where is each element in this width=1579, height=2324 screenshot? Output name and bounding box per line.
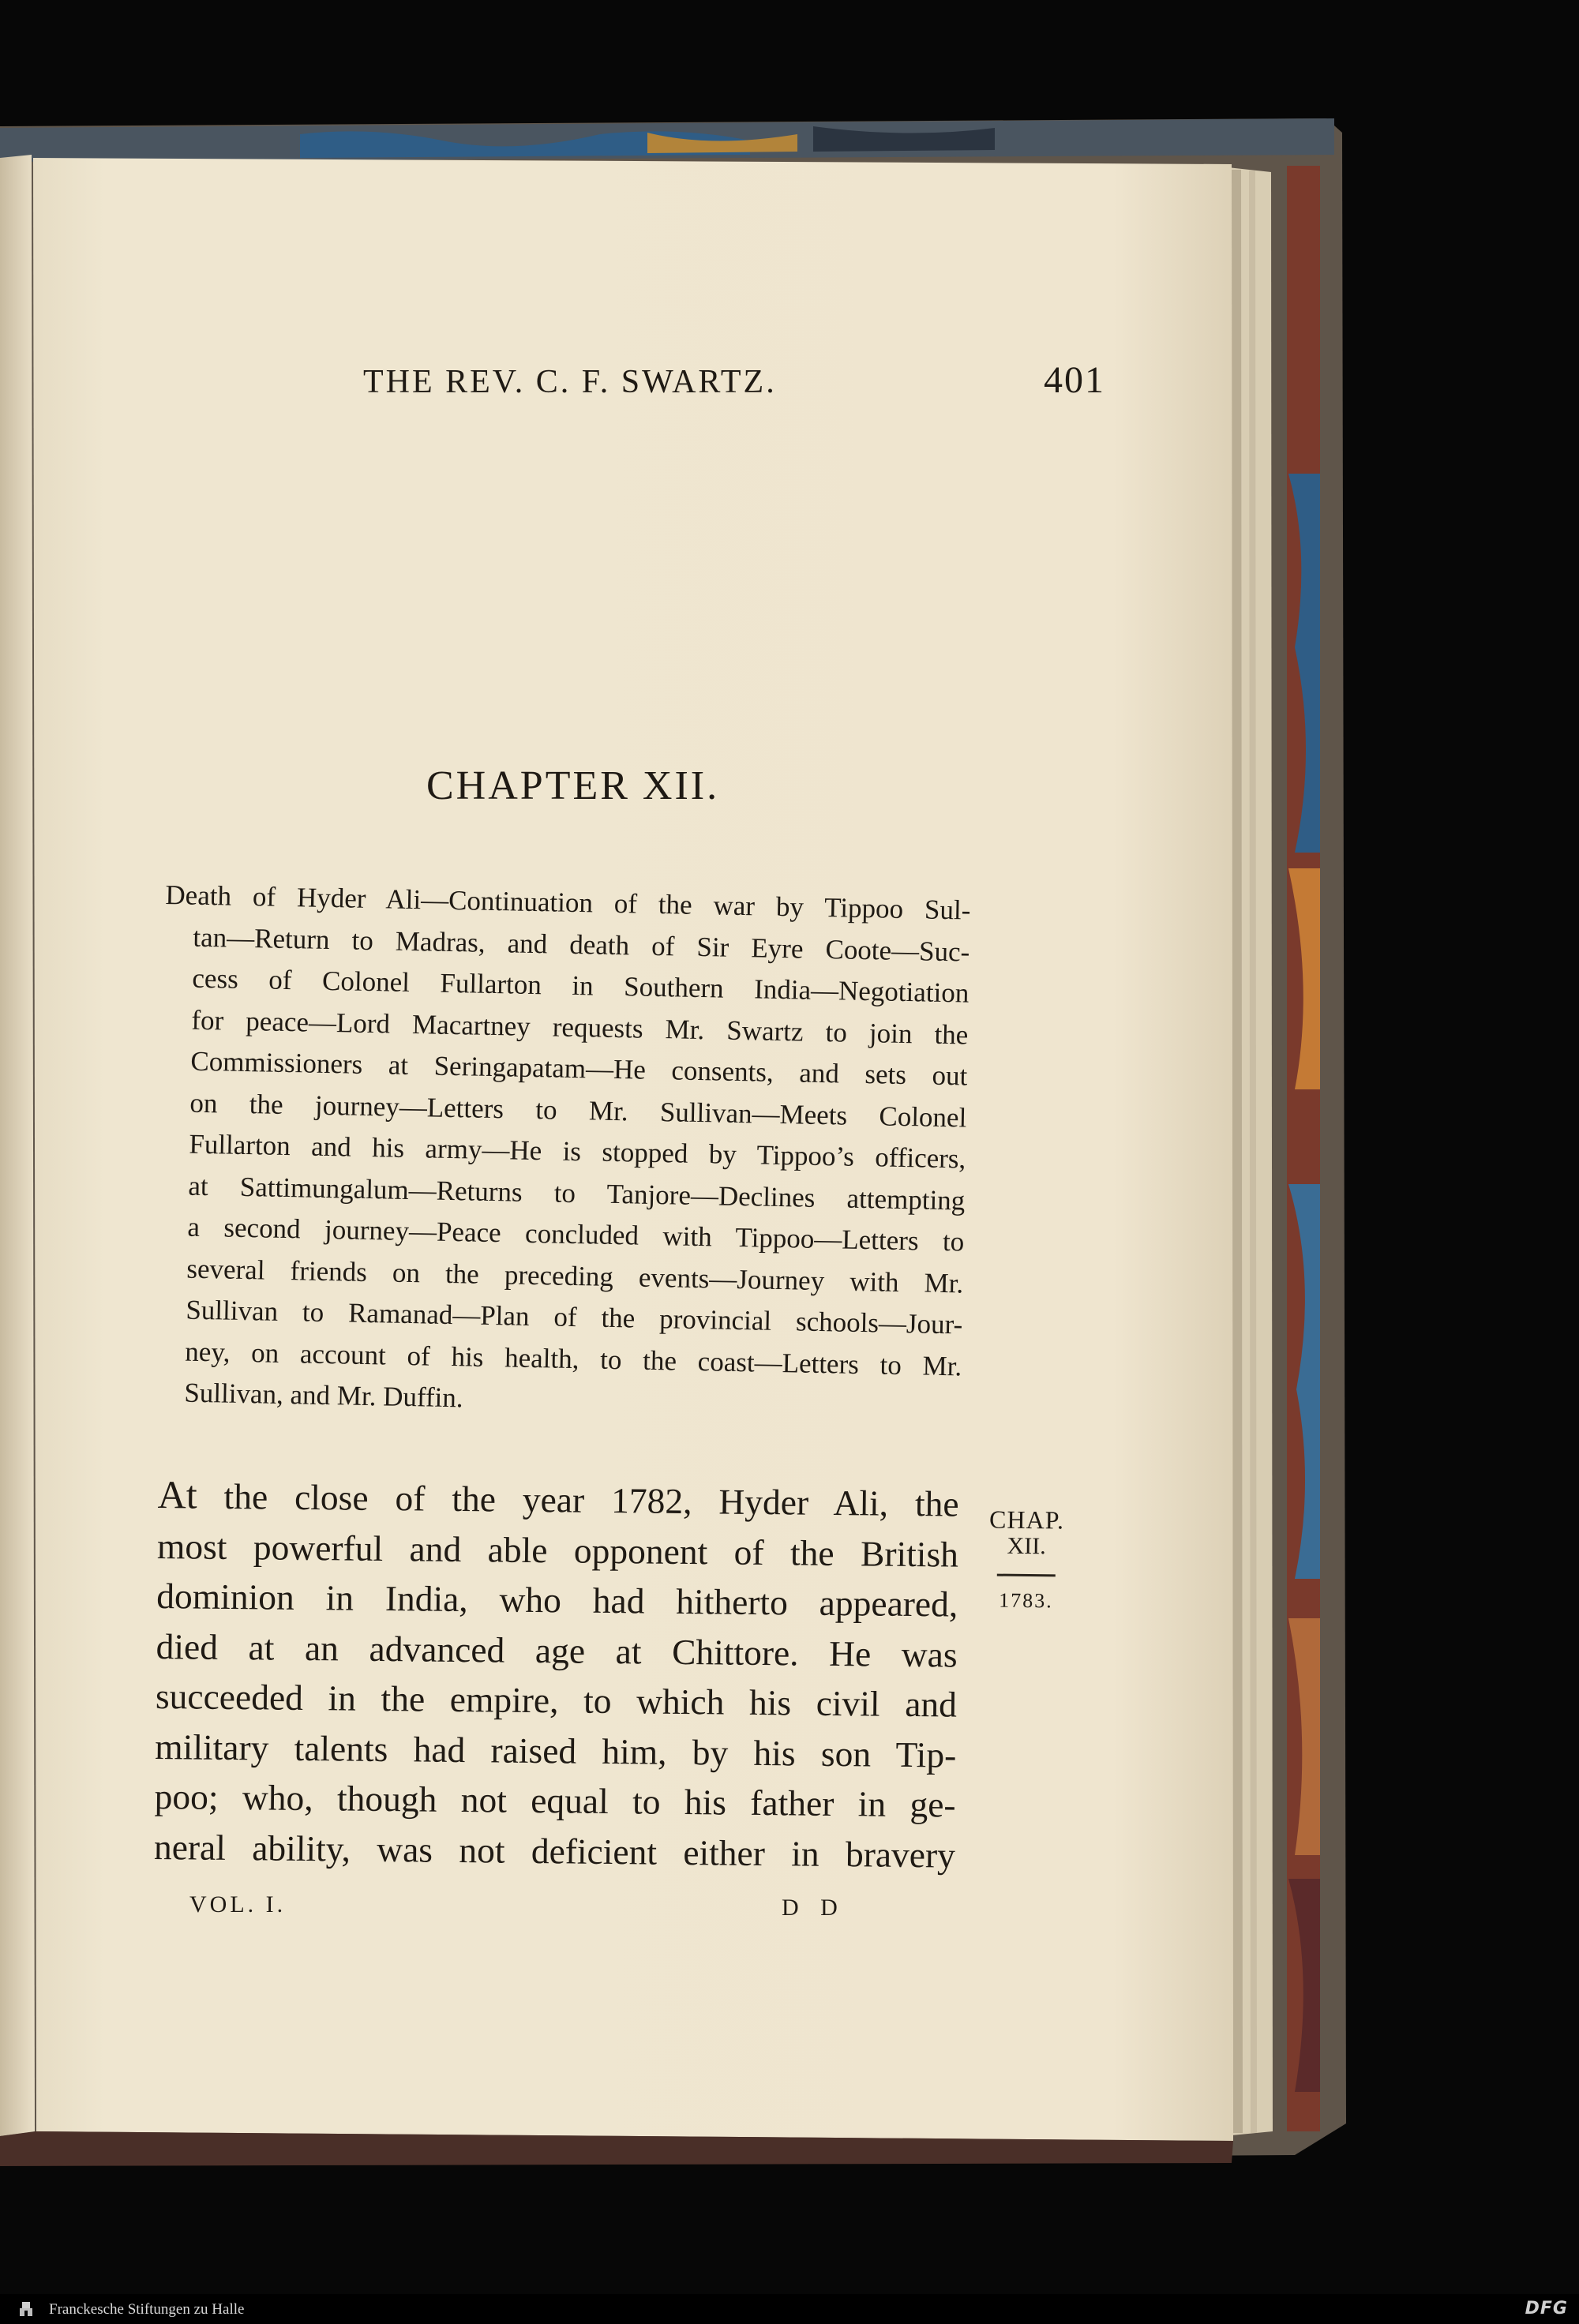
- chapter-synopsis: [156, 875, 971, 1429]
- chapter-heading: CHAPTER XII.: [426, 763, 720, 808]
- synopsis-line: cess of Colonel Fullarton in Southern India—Negotiation: [192, 962, 970, 1009]
- synopsis-line: for peace—Lord Macartney requests Mr. Swartz to join the: [191, 1004, 969, 1051]
- synopsis-line: tan—Return to Madras, and death of Sir Eyre Coote—Suc-: [193, 921, 970, 968]
- synopsis-line: Commissioners at Seringapatam—He consents, and sets out: [190, 1045, 968, 1092]
- synopsis-line: Sullivan to Ramanad—Plan of the provincial schools—Jour-: [186, 1294, 963, 1340]
- synopsis-line: ney, on account of his health, to the coast—Letters to Mr.: [185, 1336, 962, 1381]
- credit-bar: [0, 2294, 1579, 2324]
- synopsis-line: Fullarton and his army—He is stopped by Tippoo’s officers,: [189, 1128, 966, 1175]
- synopsis-line: at Sattimungalum—Returns to Tanjore—Declines attempting: [188, 1170, 966, 1216]
- page-number: 401: [1044, 359, 1105, 401]
- body-line: poo; who, though not equal to his father in ge-: [154, 1775, 956, 1825]
- body-line: military talents had raised him, by his son Tip-: [155, 1726, 957, 1775]
- body-line: died at an advanced age at Chittore. He was: [156, 1625, 958, 1675]
- left-page-edge: [0, 155, 35, 2136]
- synopsis-line: Sullivan, and Mr. Duffin.: [184, 1377, 463, 1414]
- signature-mark: D D: [782, 1895, 846, 1921]
- running-title: THE REV. C. F. SWARTZ.: [363, 364, 777, 400]
- body-line: most powerful and able opponent of the British: [156, 1525, 959, 1575]
- synopsis-line: several friends on the preceding events—Journey with Mr.: [186, 1253, 964, 1299]
- opening-word: At: [157, 1471, 197, 1517]
- body-line: succeeded in the empire, to which his civil and: [155, 1675, 958, 1725]
- margin-rule: [997, 1574, 1056, 1577]
- institution-crest-icon: [17, 2300, 35, 2319]
- body-line: [157, 1470, 959, 1529]
- dfg-logo: DFG: [1525, 2299, 1568, 2318]
- institution-label: Franckesche Stiftungen zu Halle: [49, 2301, 245, 2318]
- body-line-text: the close of the year 1782, Hyder Ali, the: [197, 1475, 959, 1524]
- running-head: [158, 359, 1105, 418]
- volume-label: VOL. I.: [189, 1891, 287, 1917]
- synopsis-line: a second journey—Peace concluded with Tippoo—Letters to: [187, 1211, 965, 1258]
- page-footer: [189, 1891, 900, 1931]
- synopsis-line: Death of Hyder Ali—Continuation of the war by Tippoo Sul-: [165, 879, 971, 926]
- body-paragraph: [154, 1470, 959, 1880]
- margin-chapter-number: XII.: [1007, 1532, 1046, 1560]
- margin-year: 1783.: [999, 1588, 1053, 1613]
- body-line: neral ability, was not deficient either in bravery: [153, 1826, 956, 1876]
- margin-note: [978, 1505, 1074, 1613]
- synopsis-line: on the journey—Letters to Mr. Sullivan—Meets Colonel: [189, 1087, 967, 1134]
- margin-chap-label: CHAP.: [988, 1505, 1065, 1535]
- body-line: dominion in India, who had hitherto appeared,: [156, 1575, 958, 1625]
